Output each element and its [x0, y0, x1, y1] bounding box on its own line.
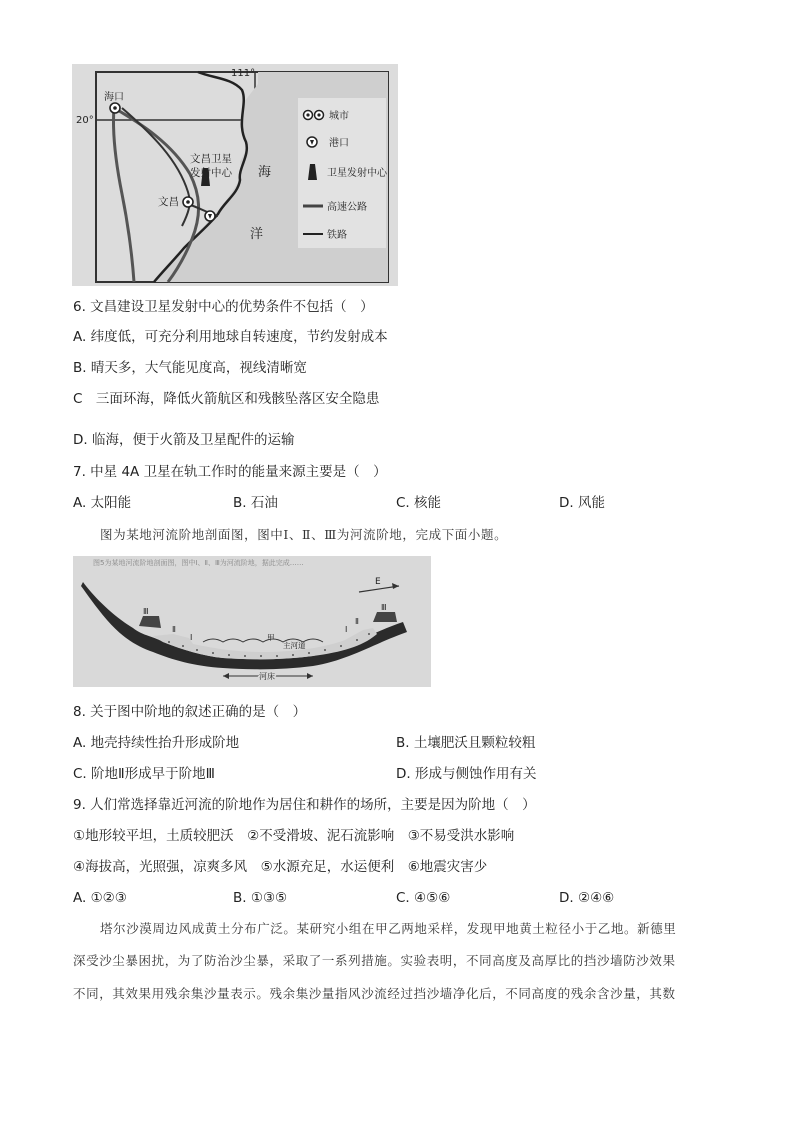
- passage-line-2: 深受沙尘暴困扰，为了防治沙尘暴，采取了一系列措施。实验表明，不同高度及高厚比的挡沙墙防沙效果: [73, 953, 676, 968]
- q8-option-d: D. 形成与侧蚀作用有关: [396, 766, 537, 782]
- river-terrace-profile: [73, 556, 431, 687]
- direction-label: E: [375, 577, 381, 587]
- legend-railway: 铁路: [327, 230, 347, 241]
- q6-option-a: A. 纬度低，可充分利用地球自转速度，节约发射成本: [73, 329, 388, 345]
- railway: [122, 108, 190, 226]
- label-main-channel: 主河道: [283, 641, 306, 650]
- q9-option-a: A. ①②③: [73, 890, 127, 906]
- label-sea: 海: [258, 165, 272, 180]
- legend-highway: 高速公路: [327, 202, 367, 213]
- q9-option-d: D. ②④⑥: [559, 890, 615, 906]
- q6-option-d: D. 临海，便于火箭及卫星配件的运输: [73, 432, 295, 448]
- q7-option-c: C. 核能: [396, 495, 442, 511]
- q9-stem: 9. 人们常选择靠近河流的阶地作为居住和耕作的场所，主要是因为阶地（ ）: [73, 797, 536, 813]
- legend-city: 城市: [329, 111, 349, 122]
- label-launch-center-2: 发射中心: [190, 167, 232, 179]
- q8-option-a: A. 地壳持续性抬升形成阶地: [73, 735, 240, 751]
- passage-line-3: 不同，其效果用残余集沙量表示。残余集沙量指风沙流经过挡沙墙净化后，不同高度的残余含沙量，其数: [73, 986, 676, 1001]
- q9-items-2: ④海拔高，光照强，凉爽多风 ⑤水源充足，水运便利 ⑥地震灾害少: [73, 859, 488, 875]
- label-haikou: 海口: [104, 92, 124, 103]
- label-wenchang: 文昌: [158, 196, 179, 208]
- q6-option-c: C 三面环海，降低火箭航区和残骸坠落区安全隐患: [73, 391, 380, 407]
- q7-stem: 7. 中星 4A 卫星在轨工作时的能量来源主要是（ ）: [73, 464, 387, 480]
- passage-line-1: 塔尔沙漠周边风成黄土分布广泛。某研究小组在甲乙两地采样，发现甲地黄土粒径小于乙地。新德里: [100, 921, 677, 936]
- q8-option-b: B. 土壤肥沃且颗粒较粗: [396, 735, 536, 751]
- q9-option-c: C. ④⑤⑥: [396, 890, 451, 906]
- label-riverbed: 河床: [259, 672, 275, 681]
- terrace-label-right-2: Ⅱ: [355, 617, 359, 626]
- terrace-label-left-3: Ⅲ: [143, 607, 149, 616]
- q6-stem: 6. 文昌建设卫星发射中心的优势条件不包括（ ）: [73, 299, 374, 315]
- q9-option-b: B. ①③⑤: [233, 890, 288, 906]
- wenchang-map: [72, 64, 398, 286]
- q7-option-b: B. 石油: [233, 495, 278, 511]
- terrace-label-left-2: Ⅱ: [172, 625, 176, 634]
- q7-option-a: A. 太阳能: [73, 495, 132, 511]
- q8-stem: 8. 关于图中阶地的叙述正确的是（ ）: [73, 704, 307, 720]
- q7-option-d: D. 风能: [559, 495, 605, 511]
- wenchang-map-svg: [72, 64, 398, 286]
- figure-caption: 图5为某地河流阶地剖面图，图中Ⅰ、Ⅱ、Ⅲ为河流阶地，据此完成……: [93, 559, 304, 567]
- label-ocean: 洋: [250, 227, 264, 242]
- legend-port: 港口: [329, 138, 349, 149]
- legend-launch: 卫星发射中心: [327, 168, 387, 179]
- label-launch-center-1: 文昌卫星: [190, 153, 232, 165]
- highway-west: [113, 108, 134, 282]
- river-terrace-svg: [73, 556, 431, 687]
- lon-label: 111°: [231, 68, 256, 79]
- terrace-label-right-1: Ⅰ: [345, 625, 348, 634]
- lat-label: 20°: [76, 115, 94, 126]
- terrace-label-right-3: Ⅲ: [381, 603, 387, 612]
- q8-option-c: C. 阶地Ⅱ形成早于阶地Ⅲ: [73, 766, 215, 782]
- terrace-label-left-1: Ⅰ: [190, 633, 193, 642]
- label-jia: 甲: [267, 633, 275, 642]
- q8-intro: 图为某地河流阶地剖面图，图中Ⅰ、Ⅱ、Ⅲ为河流阶地，完成下面小题。: [100, 527, 508, 542]
- q9-items-1: ①地形较平坦，土质较肥沃 ②不受滑坡、泥石流影响 ③不易受洪水影响: [73, 828, 515, 844]
- q6-option-b: B. 晴天多，大气能见度高，视线清晰宽: [73, 360, 307, 376]
- highway-east: [114, 108, 199, 282]
